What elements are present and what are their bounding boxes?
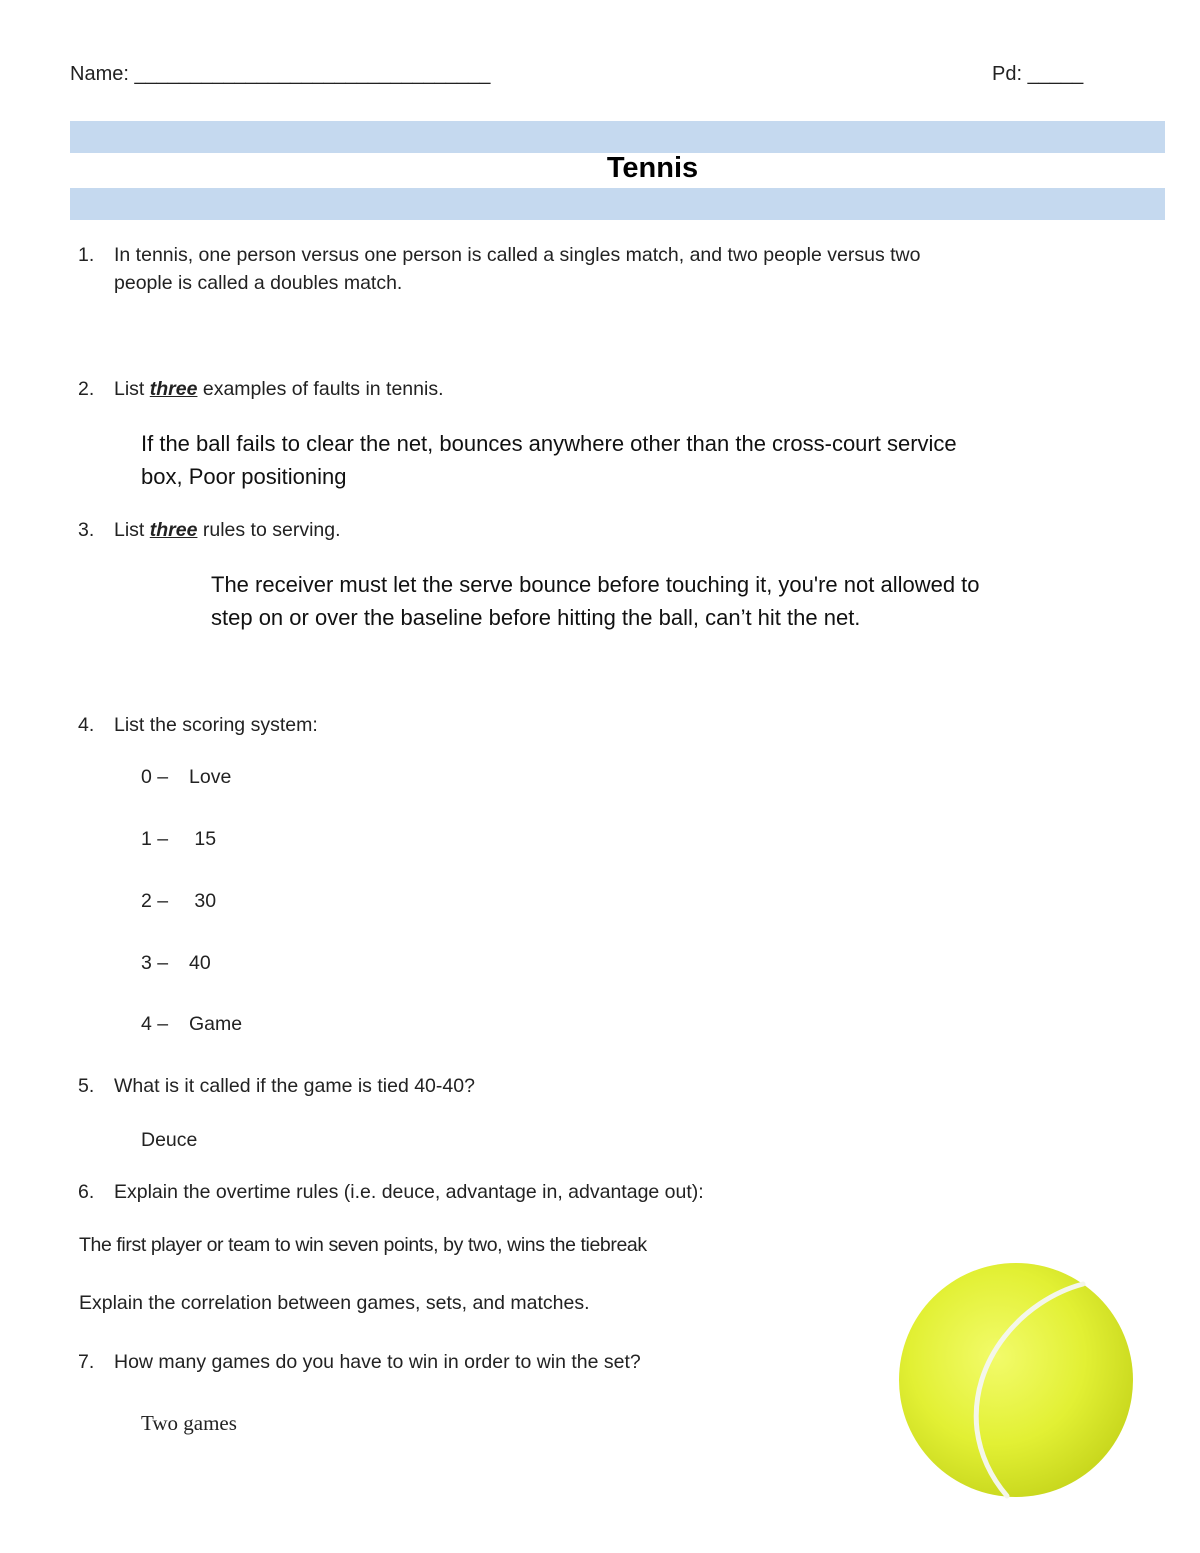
question-number: 3. <box>78 519 95 541</box>
question-number: 2. <box>78 378 95 400</box>
tennis-ball-image <box>895 1260 1137 1500</box>
score-row <box>141 890 216 913</box>
question-number: 1. <box>78 244 95 266</box>
score-call: 30 <box>189 890 217 912</box>
emphasis-keyword: three <box>149 378 198 400</box>
answer-2 <box>141 427 1041 493</box>
question-5 <box>70 1075 475 1098</box>
score-points: 1 – <box>141 828 169 850</box>
question-text: examples of faults in tennis. <box>197 378 444 400</box>
question-number: 7. <box>78 1351 95 1373</box>
answer-7: Two games <box>141 1411 237 1435</box>
answer-line: If the ball fails to clear the net, bounces anywhere other than the cross-court service <box>141 431 957 456</box>
question-2 <box>70 378 444 401</box>
question-number: 4. <box>78 714 95 736</box>
period-field-label: Pd: _____ <box>992 63 1084 85</box>
name-field-label: Name: ________________________________ <box>70 63 491 85</box>
question-7 <box>70 1351 641 1374</box>
score-row <box>141 952 211 975</box>
question-text: List <box>114 519 150 541</box>
question-text: rules to serving. <box>197 519 341 541</box>
score-call: 15 <box>189 828 217 850</box>
question-6 <box>70 1181 704 1204</box>
answer-5: Deuce <box>141 1129 198 1151</box>
answer-6: The first player or team to win seven points, by two, wins the tiebreak <box>79 1234 647 1256</box>
question-text: Explain the overtime rules (i.e. deuce, advantage in, advantage out): <box>114 1181 704 1203</box>
question-3 <box>70 519 341 542</box>
question-1-line-2: people is called a doubles match. <box>114 272 403 294</box>
score-points: 3 – <box>141 952 169 974</box>
question-4 <box>70 714 318 737</box>
page-title: Tennis <box>606 152 699 184</box>
answer-line: step on or over the baseline before hitting the ball, can’t hit the net. <box>211 605 861 630</box>
question-1-line-1: In tennis, one person versus one person is called a singles match, and two people versus two <box>114 244 921 266</box>
answer-3 <box>211 568 1111 634</box>
answer-line: The receiver must let the serve bounce before touching it, you're not allowed to <box>211 572 980 597</box>
question-1 <box>70 244 920 267</box>
question-text: What is it called if the game is tied 40-40? <box>114 1075 475 1097</box>
question-text: List <box>114 378 150 400</box>
question-6-followup: Explain the correlation between games, sets, and matches. <box>79 1292 590 1314</box>
title-band-top <box>70 121 1165 153</box>
score-points: 0 – <box>141 766 169 788</box>
score-row <box>141 828 216 851</box>
question-text: List the scoring system: <box>114 714 318 736</box>
score-row <box>141 766 231 789</box>
score-points: 4 – <box>141 1013 169 1035</box>
question-number: 6. <box>78 1181 95 1203</box>
score-call: Game <box>189 1013 243 1035</box>
score-row <box>141 1013 242 1036</box>
score-call: 40 <box>189 952 211 974</box>
title-band-bottom <box>70 188 1165 220</box>
emphasis-keyword: three <box>149 519 198 541</box>
question-text: How many games do you have to win in order to win the set? <box>114 1351 641 1373</box>
score-call: Love <box>189 766 232 788</box>
score-points: 2 – <box>141 890 169 912</box>
tennis-ball-icon <box>895 1260 1137 1500</box>
question-number: 5. <box>78 1075 95 1097</box>
answer-line: box, Poor positioning <box>141 464 347 489</box>
